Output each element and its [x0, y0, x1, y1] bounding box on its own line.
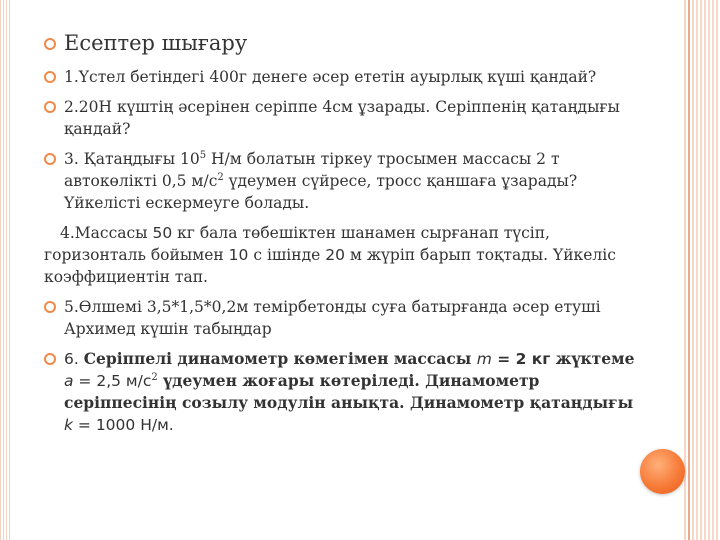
- slide-title: [38, 30, 638, 56]
- number: 10: [228, 246, 249, 264]
- variable-m: m: [476, 350, 492, 368]
- problem-4-part-d: м жүріп барып тоқтады. Үйкеліс коэффициентін тап.: [44, 246, 616, 286]
- problem-4-part-c: с ішінде: [248, 246, 326, 264]
- bullet-icon: [44, 153, 56, 165]
- problem-6-part-b: = 2 кг: [491, 350, 551, 368]
- problem-1-text: 1.Үстел бетіндегі 400г денеге әсер ететін ауырлық күші қандай?: [64, 68, 597, 86]
- problem-6-part-c: жүктеме: [550, 349, 635, 368]
- variable-k: k: [64, 416, 73, 434]
- exponent: 2: [217, 171, 224, 183]
- bullet-icon: [44, 101, 56, 113]
- problem-4-part-a: 4.Массасы: [60, 224, 153, 242]
- problem-3-part-b: Н/м болатын тіркеу тросымен массасы 2 т автокөлікті 0,5 м/с: [64, 150, 560, 190]
- bullet-icon: [44, 301, 56, 313]
- exponent: 2: [151, 371, 158, 383]
- problem-3-part-c: үдеумен сүйресе, тросс қаншаға ұзарады? Үйкелісті ескермеуге болады.: [64, 172, 578, 212]
- problem-6-part-f: = 1000 Н/м.: [72, 416, 174, 434]
- number: 20: [325, 246, 345, 264]
- variable-a: a: [64, 372, 74, 390]
- problem-6-part-a: Серіппелі динамометр көмегімен массасы: [83, 349, 477, 368]
- problem-2-text: 2.20Н күштің әсерінен серіппе 4см ұзарады. Серіппенің қатаңдығы қандай?: [64, 98, 620, 138]
- problem-3: [38, 148, 638, 214]
- bullet-icon: [44, 353, 56, 365]
- title-text: Есептер шығару: [64, 31, 248, 55]
- problem-3-part-a: 3. Қатаңдығы 10: [64, 150, 200, 168]
- bullet-icon: [44, 71, 56, 83]
- bullet-icon: [44, 38, 56, 50]
- left-border-decoration: [0, 0, 12, 540]
- problem-2: [38, 96, 638, 140]
- orange-circle-decoration: [640, 449, 685, 494]
- number: 50: [152, 224, 173, 242]
- problem-5: [38, 296, 638, 340]
- problem-6: [38, 348, 638, 436]
- exponent: 5: [199, 149, 207, 161]
- problem-1: [38, 66, 638, 88]
- slide-content: [38, 30, 638, 444]
- problem-6-part-e: үдеумен жоғары көтеріледі. Динамометр серіппесінің созылу модулін анықта. Динамометр қатаңдығы: [64, 371, 634, 412]
- problem-6-part-d: = 2,5 м/с: [73, 372, 152, 390]
- problem-6-number: 6.: [64, 350, 84, 368]
- right-border-line: [688, 0, 690, 540]
- problem-4-part-b: кг бала төбешіктен шанамен сырғанап түсіп, горизонталь бойымен: [44, 224, 550, 264]
- problem-4: [44, 222, 638, 288]
- problem-5-text: 5.Өлшемі 3,5*1,5*0,2м темірбетонды суға батырғанда әсер етуші Архимед күшін табыңдар: [64, 298, 601, 338]
